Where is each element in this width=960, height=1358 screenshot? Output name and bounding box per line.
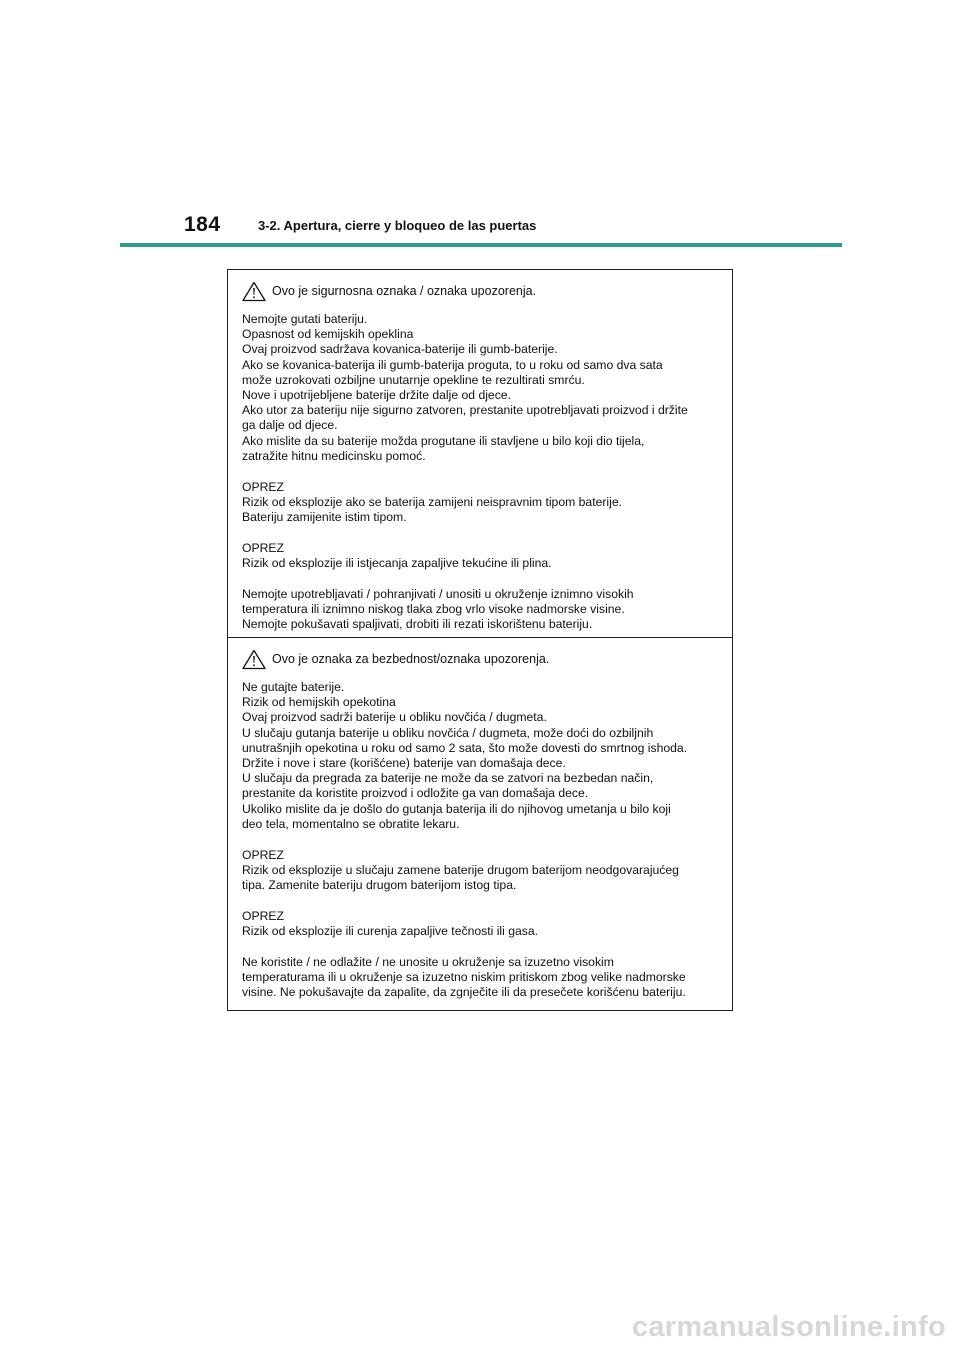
panel-title bbox=[242, 280, 536, 302]
body-line: Ovaj proizvod sadržava kovanica-baterije ili gumb-baterije. bbox=[242, 342, 558, 357]
panel-body bbox=[242, 680, 722, 1000]
body-line: temperatura ili iznimno niskog tlaka zbog vrlo visoke nadmorske visine. bbox=[242, 601, 625, 616]
body-line: Ako mislite da su baterije možda progutane ili stavljene u bilo koji dio tijela, bbox=[242, 433, 645, 448]
panel-title-text: Ovo je oznaka za bezbednost/oznaka upozorenja. bbox=[272, 652, 550, 666]
body-line: Rizik od eksplozije ili curenja zapaljive tečnosti ili gasa. bbox=[242, 923, 539, 938]
body-line: U slučaju gutanja baterije u obliku novčića / dugmeta, može doći do ozbiljnih bbox=[242, 725, 654, 740]
body-line: OPREZ bbox=[242, 540, 284, 555]
body-line: Ukoliko mislite da je došlo do gutanja baterija ili do njihovog umetanja u bilo koji bbox=[242, 801, 671, 816]
paragraph-gap bbox=[242, 893, 722, 909]
panel-body bbox=[242, 312, 722, 632]
body-line: Rizik od hemijskih opekotina bbox=[242, 695, 396, 710]
body-line: tipa. Zamenite bateriju drugom baterijom istog tipa. bbox=[242, 877, 517, 892]
body-line: može uzrokovati ozbiljne unutarnje opekline te rezultirati smrću. bbox=[242, 372, 585, 387]
body-line: deo tela, momentalno se obratite lekaru. bbox=[242, 816, 460, 831]
warning-panel-croatian bbox=[228, 270, 732, 637]
warning-panel-serbian bbox=[228, 637, 732, 1013]
body-line: Rizik od eksplozije ili istjecanja zapaljive tekućine ili plina. bbox=[242, 555, 552, 570]
body-line: ga dalje od djece. bbox=[242, 418, 338, 433]
body-line: zatražite hitnu medicinsku pomoć. bbox=[242, 448, 426, 463]
body-line: Držite i nove i stare (korišćene) baterije van domašaja dece. bbox=[242, 756, 566, 771]
page-number: 184 bbox=[184, 213, 221, 236]
body-line: Rizik od eksplozije ako se baterija zamijeni neispravnim tipom baterije. bbox=[242, 494, 623, 509]
paragraph-gap bbox=[242, 939, 722, 955]
body-line: Nemojte pokušavati spaljivati, drobiti ili rezati iskorištenu bateriju. bbox=[242, 616, 593, 631]
body-line: Bateriju zamijenite istim tipom. bbox=[242, 509, 407, 524]
paragraph-gap bbox=[242, 525, 722, 541]
body-line: Ovaj proizvod sadrži baterije u obliku novčića / dugmeta. bbox=[242, 710, 547, 725]
body-line: Ako se kovanica-baterija ili gumb-baterija proguta, to u roku od samo dva sata bbox=[242, 357, 663, 372]
panel-title bbox=[242, 648, 549, 670]
body-line: Nemojte gutati bateriju. bbox=[242, 312, 368, 326]
body-line: unutrašnjih opekotina u roku od samo 2 sata, što može dovesti do smrtnog ishoda. bbox=[242, 740, 688, 755]
warning-triangle-icon bbox=[242, 649, 266, 670]
body-line: U slučaju da pregrada za baterije ne može da se zatvori na bezbedan način, bbox=[242, 771, 654, 786]
paragraph-gap bbox=[242, 571, 722, 587]
body-line: Ne koristite / ne odlažite / ne unosite u okruženje sa izuzetno visokim bbox=[242, 954, 614, 969]
body-line: Nemojte upotrebljavati / pohranjivati / unositi u okruženje iznimno visokih bbox=[242, 586, 634, 601]
body-line: Rizik od eksplozije u slučaju zamene baterije drugom baterijom neodgovarajućeg bbox=[242, 862, 679, 877]
body-line: OPREZ bbox=[242, 908, 284, 923]
warning-box bbox=[227, 269, 733, 1011]
paragraph-gap bbox=[242, 464, 722, 480]
body-line: OPREZ bbox=[242, 479, 284, 494]
warning-triangle-icon bbox=[242, 281, 266, 302]
body-line: Ako utor za bateriju nije sigurno zatvoren, prestanite upotrebljavati proizvod i držite bbox=[242, 403, 688, 418]
body-line: Opasnost od kemijskih opeklina bbox=[242, 327, 414, 342]
body-line: Nove i upotrijebljene baterije držite dalje od djece. bbox=[242, 388, 511, 403]
body-line: visine. Ne pokušavajte da zapalite, da zgnječite ili da presečete korišćenu bateriju. bbox=[242, 984, 686, 999]
body-line: prestanite da koristite proizvod i odložite ga van domašaja dece. bbox=[242, 786, 589, 801]
watermark: carmanualsonline.info bbox=[631, 1311, 946, 1343]
body-line: Ne gutajte baterije. bbox=[242, 680, 345, 694]
paragraph-gap bbox=[242, 832, 722, 848]
panel-title-text: Ovo je sigurnosna oznaka / oznaka upozorenja. bbox=[272, 284, 537, 298]
body-line: OPREZ bbox=[242, 847, 284, 862]
header-rule bbox=[120, 243, 842, 247]
body-line: temperaturama ili u okruženje sa izuzetno niskim pritiskom zbog velike nadmorske bbox=[242, 969, 686, 984]
section-title: 3-2. Apertura, cierre y bloqueo de las puertas bbox=[258, 218, 537, 233]
